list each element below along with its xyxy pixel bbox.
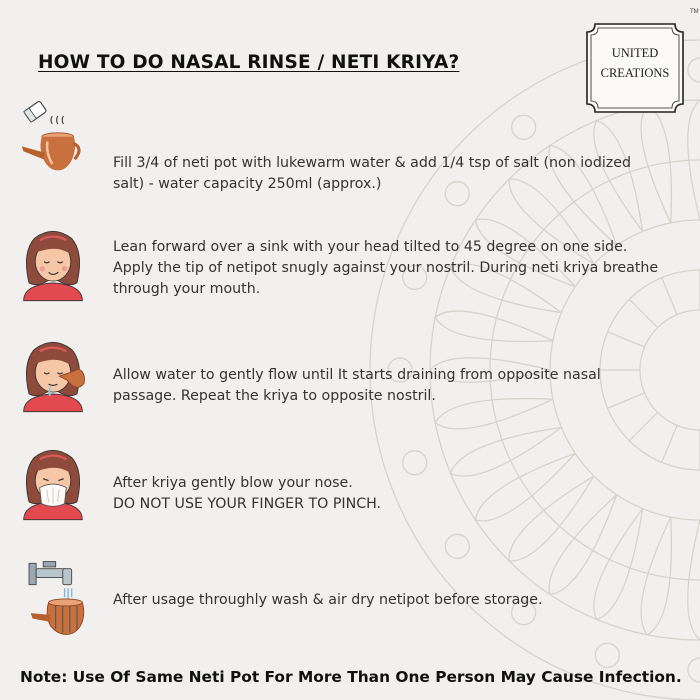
step-1-line-2: salt) - water capacity 250ml (approx.) (113, 176, 382, 192)
step-3-text (113, 365, 700, 407)
step-1-text (113, 153, 700, 195)
girl-tilted-head-icon (8, 226, 98, 306)
trademark-symbol: TM (690, 9, 699, 15)
step-2-line-1: Lean forward over a sink with your head tilted to 45 degree on one side. (113, 239, 628, 255)
brand-logo (581, 18, 689, 118)
step-3-line-2: passage. Repeat the kriya to opposite nostril. (113, 388, 436, 404)
step-5-text (113, 590, 700, 611)
step-2-line-2: Apply the tip of netipot snugly against your nostril. During neti kriya breathe (113, 260, 659, 276)
step-2-line-3: through your mouth. (113, 281, 261, 297)
step-4-line-1: After kriya gently blow your nose. (113, 475, 353, 491)
logo-line-1: UNITED (611, 46, 659, 60)
step-3-line-1: Allow water to gently flow until It starts draining from opposite nasal (113, 367, 601, 383)
infection-warning-note: Note: Use Of Same Neti Pot For More Than One Person May Cause Infection. (20, 668, 682, 686)
step-2-text (113, 237, 700, 300)
step-1-line-1: Fill 3/4 of neti pot with lukewarm water & add 1/4 tsp of salt (non iodized (113, 155, 631, 171)
page-title: HOW TO DO NASAL RINSE / NETI KRIYA? (38, 52, 460, 73)
step-4-line-2: DO NOT USE YOUR FINGER TO PINCH. (113, 496, 382, 512)
girl-using-neti-pot-icon (8, 337, 98, 417)
logo-line-2: CREATIONS (600, 66, 670, 80)
tap-washing-neti-pot-icon (8, 558, 98, 638)
step-4-text (113, 473, 700, 515)
girl-blowing-nose-icon (8, 445, 98, 525)
step-5-line-1: After usage throughly wash & air dry netipot before storage. (113, 592, 543, 608)
copper-neti-pot-with-salt-icon (8, 100, 98, 180)
